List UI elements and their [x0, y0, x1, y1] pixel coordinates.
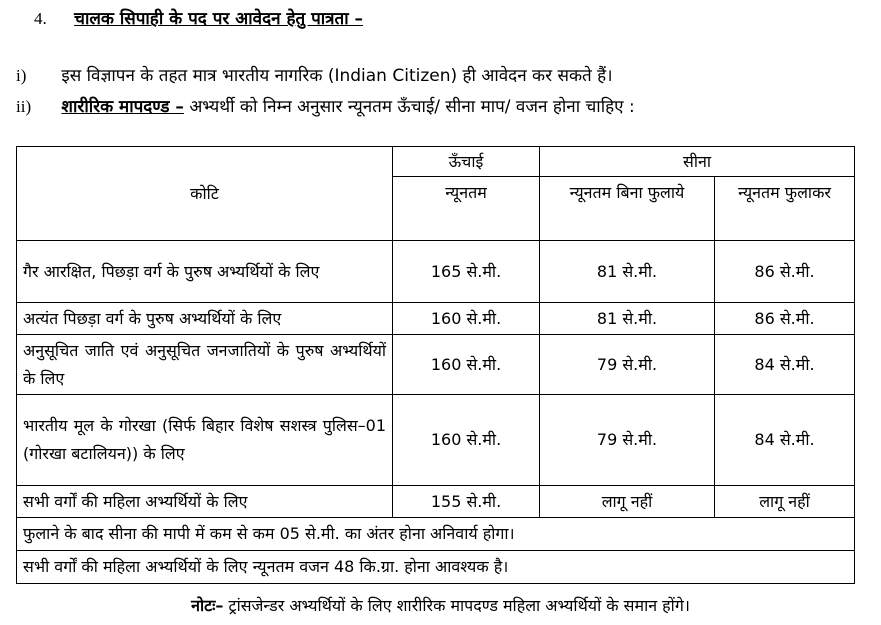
table-row — [17, 303, 855, 335]
row-height: 165 से.मी. — [393, 241, 540, 303]
header-category: कोटि — [17, 147, 393, 241]
section-number: 4. — [34, 9, 47, 28]
row-chest-unexpanded: 81 से.मी. — [540, 241, 715, 303]
item-label: शारीरिक मापदण्ड – — [61, 97, 184, 117]
footnote-text: ट्रांसजेन्डर अभ्यर्थियों के लिए शारीरिक मापदण्ड महिला अभ्यर्थियों के समान होंगे। — [228, 596, 690, 615]
table-row — [17, 486, 855, 518]
section-title: चालक सिपाही के पद पर आवेदन हेतु पात्रता – — [74, 9, 364, 29]
row-category: अनुसूचित जाति एवं अनुसूचित जनजातियों के पुरुष अभ्यर्थियों के लिए — [17, 335, 393, 395]
footnote — [0, 594, 881, 616]
footnote-label: नोटः– — [191, 596, 224, 615]
table-row — [17, 241, 855, 303]
row-category: भारतीय मूल के गोरखा (सिर्फ बिहार विशेष सशस्त्र पुलिस–01 (गोरखा बटालियन)) के लिए — [17, 395, 393, 486]
table-row — [17, 395, 855, 486]
header-height-min: न्यूनतम — [393, 177, 540, 241]
row-chest-unexpanded: 79 से.मी. — [540, 335, 715, 395]
row-chest-unexpanded: 79 से.मी. — [540, 395, 715, 486]
row-chest-unexpanded: 81 से.मी. — [540, 303, 715, 335]
section-heading — [34, 6, 363, 29]
table-note-row — [17, 551, 855, 584]
row-category: गैर आरक्षित, पिछड़ा वर्ग के पुरुष अभ्यर्थियों के लिए — [17, 241, 393, 303]
table-note: फुलाने के बाद सीना की मापी में कम से कम 05 से.मी. का अंतर होना अनिवार्य होगा। — [17, 518, 855, 551]
row-height: 155 से.मी. — [393, 486, 540, 518]
header-chest-expanded: न्यूनतम फुलाकर — [715, 177, 855, 241]
row-chest-expanded: 86 से.मी. — [715, 241, 855, 303]
item-text: अभ्यर्थी को निम्न अनुसार न्यूनतम ऊँचाई/ सीना माप/ वजन होना चाहिए : — [189, 97, 635, 117]
row-category: अत्यंत पिछड़ा वर्ग के पुरुष अभ्यर्थियों के लिए — [17, 303, 393, 335]
row-category: सभी वर्गों की महिला अभ्यर्थियों के लिए — [17, 486, 393, 518]
row-chest-expanded: 86 से.मी. — [715, 303, 855, 335]
table-note: सभी वर्गों की महिला अभ्यर्थियों के लिए न्यूनतम वजन 48 कि.ग्रा. होना आवश्यक है। — [17, 551, 855, 584]
header-height: ऊँचाई — [393, 147, 540, 177]
row-chest-expanded: 84 से.मी. — [715, 395, 855, 486]
eligibility-item-1 — [16, 63, 613, 86]
header-chest-unexpanded: न्यूनतम बिना फुलाये — [540, 177, 715, 241]
eligibility-item-2 — [16, 94, 635, 117]
row-chest-expanded: लागू नहीं — [715, 486, 855, 518]
row-height: 160 से.मी. — [393, 303, 540, 335]
row-chest-unexpanded: लागू नहीं — [540, 486, 715, 518]
row-height: 160 से.मी. — [393, 395, 540, 486]
item-marker: ii) — [16, 97, 32, 116]
row-chest-expanded: 84 से.मी. — [715, 335, 855, 395]
table-row — [17, 335, 855, 395]
row-height: 160 से.मी. — [393, 335, 540, 395]
table-header-row — [17, 147, 855, 177]
item-marker: i) — [16, 66, 27, 85]
physical-standards-table — [16, 146, 855, 584]
table-note-row — [17, 518, 855, 551]
header-chest: सीना — [540, 147, 855, 177]
item-text: इस विज्ञापन के तहत मात्र भारतीय नागरिक (Indian Citizen) ही आवेदन कर सकते हैं। — [61, 66, 613, 86]
